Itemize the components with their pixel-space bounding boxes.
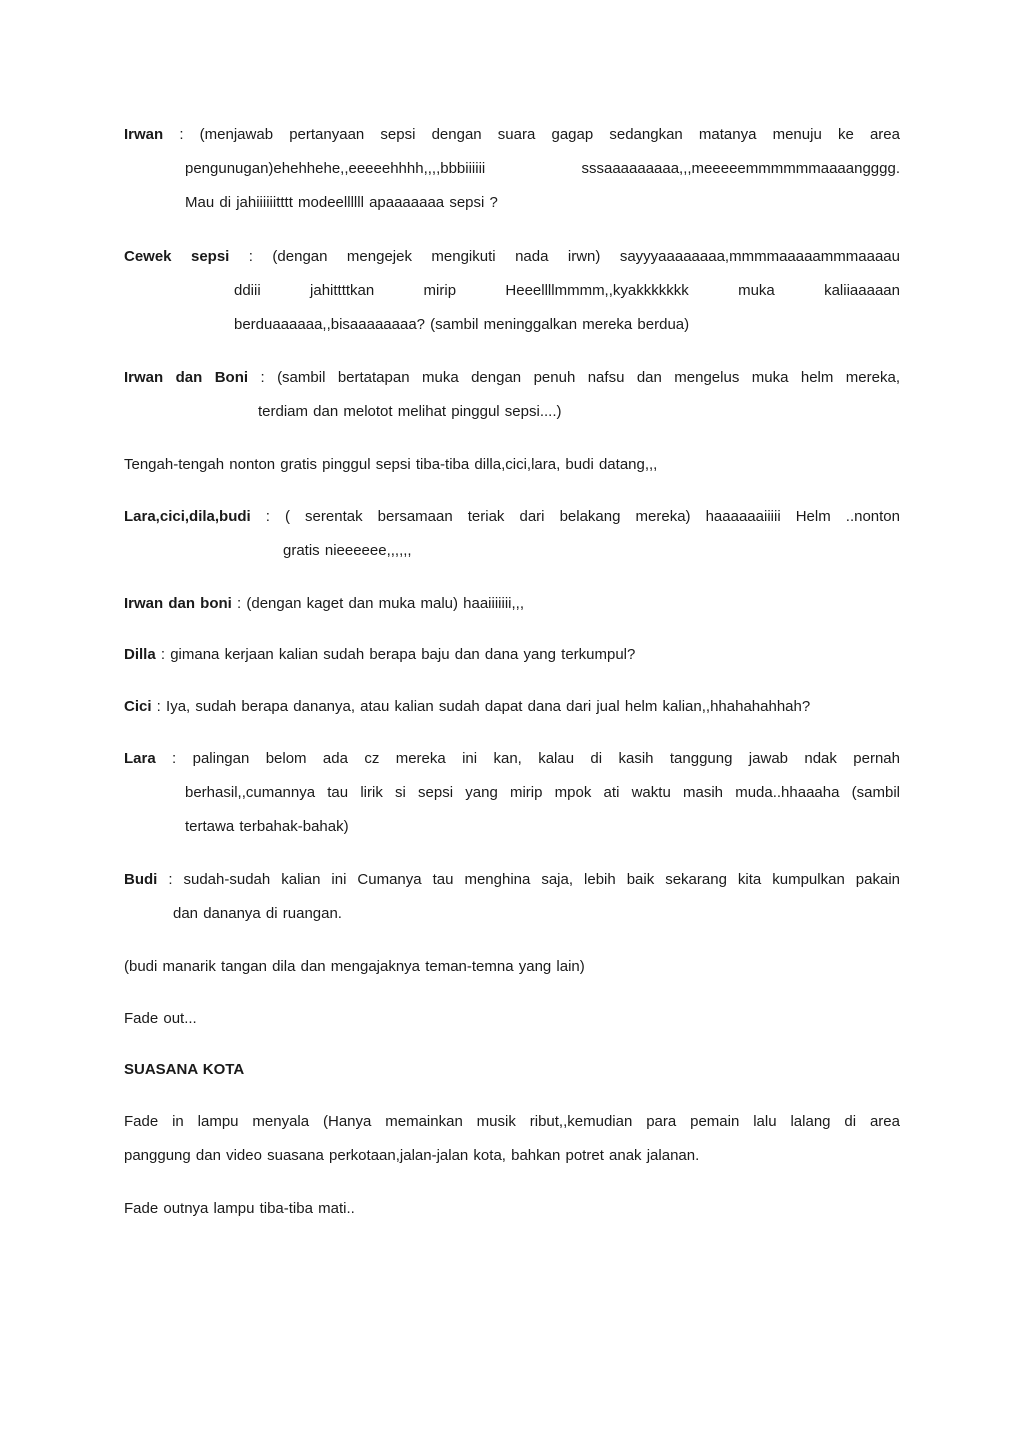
dialogue-text: ( serentak bersamaan teriak dari belakang mereka) haaaaaaiiiii Helm ..nonton: [285, 508, 900, 525]
speaker-name: Irwan dan Boni: [124, 369, 249, 386]
dialogue-irwan: Irwan : (menjawab pertanyaan sepsi dengan suara gagap sedangkan matanya menuju ke area pengunugan)ehehhehe,,eeeeehhhh,,,,bbbiiiiii sssaaaaaaaaa,,,meeeeemmmmmmaaaangggg. Mau di jahiiiiiitttt modeellllll apaaaaaaa sepsi ?: [124, 118, 900, 220]
closing-line: Fade outnya lampu tiba-tiba mati..: [124, 1200, 355, 1217]
fade-out-line: Fade out...: [124, 1010, 197, 1027]
dialogue-continuation: pengunugan)ehehhehe,,eeeeehhhh,,,,bbbiiiiii sssaaaaaaaaa,,,meeeeemmmmmmaaaangggg.: [185, 160, 900, 177]
speaker-name: Lara: [124, 750, 156, 767]
dialogue-continuation: berduaaaaaa,,bisaaaaaaaa? (sambil meninggalkan mereka berdua): [234, 316, 690, 333]
dialogue-cewek-sepsi: Cewek sepsi : (dengan mengejek mengikuti nada irwn) sayyyaaaaaaaa,mmmmaaaaammmaaaau ddiii jahittttkan mirip Heeellllmmmm,,kyakkkkkkk muka kaliiaaaaan berduaaaaaa,,bisaaaaaaaa? (sambil meninggalkan mereka berdua): [124, 240, 900, 342]
dialogue-text: Iya, sudah berapa dananya, atau kalian sudah dapat dana dari jual helm kalian,,hhahahahhah?: [166, 698, 811, 715]
dialogue-budi: Budi : sudah-sudah kalian ini Cumanya tau menghina saja, lebih baik sekarang kita kumpulkan pakain dan dananya di ruangan.: [124, 863, 900, 931]
speaker-name: Dilla: [124, 646, 156, 663]
speaker-name: Lara,cici,dila,budi: [124, 508, 251, 525]
dialogue-continuation: dan dananya di ruangan.: [173, 905, 342, 922]
dialogue-lara: Lara : palingan belom ada cz mereka ini kan, kalau di kasih tanggung jawab ndak pernah berhasil,,cumannya tau lirik si sepsi yang mirip mpok ati waktu masih muda..hhaaaha (sambil tertawa terbahak-bahak): [124, 742, 900, 844]
dialogue-continuation: terdiam dan melotot melihat pinggul sepsi....): [258, 403, 562, 420]
dialogue-text: palingan belom ada cz mereka ini kan, kalau di kasih tanggung jawab ndak pernah: [192, 750, 900, 767]
dialogue-text: (menjawab pertanyaan sepsi dengan suara gagap sedangkan matanya menuju ke area: [199, 126, 900, 143]
dialogue-continuation: Mau di jahiiiiiitttt modeellllll apaaaaaaa sepsi ?: [185, 194, 498, 211]
speaker-name: Cici: [124, 698, 152, 715]
dialogue-text: sudah-sudah kalian ini Cumanya tau menghina saja, lebih baik sekarang kita kumpulkan pakain: [183, 871, 900, 888]
speaker-name: Irwan dan boni: [124, 595, 232, 612]
stage-direction: (budi manarik tangan dila dan mengajaknya teman-temna yang lain): [124, 958, 585, 975]
dialogue-continuation: gratis nieeeeee,,,,,,: [283, 542, 412, 559]
dialogue-continuation: berhasil,,cumannya tau lirik si sepsi yang mirip mpok ati waktu masih muda..hhaaaha (sambil: [185, 784, 900, 801]
speaker-name: Irwan: [124, 126, 164, 143]
dialogue-irwan-dan-boni: Irwan dan Boni : (sambil bertatapan muka dengan penuh nafsu dan mengelus muka helm mereka, terdiam dan melotot melihat pinggul sepsi....): [124, 361, 900, 429]
dialogue-dilla: Dilla : gimana kerjaan kalian sudah berapa baju dan dana yang terkumpul?: [124, 646, 636, 663]
speaker-name: Budi: [124, 871, 158, 888]
closing-paragraph: Fade in lampu menyala (Hanya memainkan musik ribut,,kemudian para pemain lalu lalang di area panggung dan video suasana perkotaan,jalan-jalan kota, bahkan potret anak jalanan.: [124, 1113, 900, 1164]
dialogue-cici: Cici : Iya, sudah berapa dananya, atau kalian sudah dapat dana dari jual helm kalian,,hhahahahhah?: [124, 698, 811, 715]
speaker-name: Cewek sepsi: [124, 248, 230, 265]
section-heading: SUASANA KOTA: [124, 1061, 245, 1078]
dialogue-text: (dengan mengejek mengikuti nada irwn) sayyyaaaaaaaa,mmmmaaaaammmaaaau: [272, 248, 900, 265]
dialogue-irwan-dan-boni-2: Irwan dan boni : (dengan kaget dan muka malu) haaiiiiiii,,,: [124, 595, 525, 612]
dialogue-text: gimana kerjaan kalian sudah berapa baju dan dana yang terkumpul?: [170, 646, 636, 663]
dialogue-lara-cici-dila-budi: Lara,cici,dila,budi : ( serentak bersamaan teriak dari belakang mereka) haaaaaaiiiii Helm ..nonton gratis nieeeeee,,,,,,: [124, 500, 900, 568]
narration: Tengah-tengah nonton gratis pinggul sepsi tiba-tiba dilla,cici,lara, budi datang,,,: [124, 456, 658, 473]
dialogue-text: (dengan kaget dan muka malu) haaiiiiiii,,,: [246, 595, 525, 612]
dialogue-continuation: tertawa terbahak-bahak): [185, 818, 349, 835]
dialogue-continuation: ddiii jahittttkan mirip Heeellllmmmm,,kyakkkkkkk muka kaliiaaaaan: [234, 282, 900, 299]
dialogue-text: (sambil bertatapan muka dengan penuh nafsu dan mengelus muka helm mereka,: [277, 369, 900, 386]
